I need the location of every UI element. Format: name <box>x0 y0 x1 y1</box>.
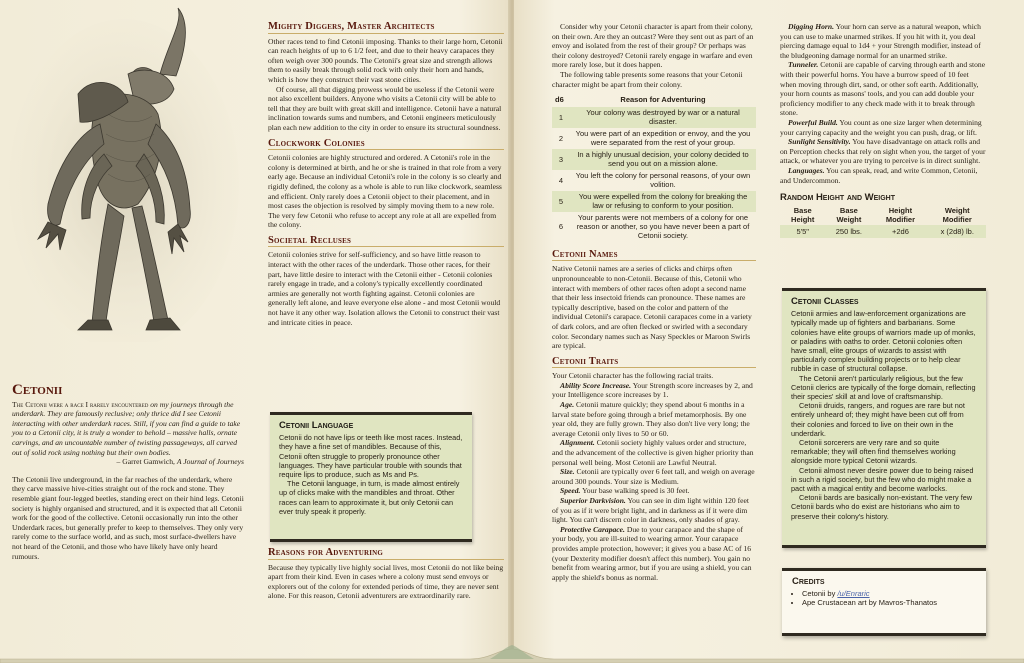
height-weight-table <box>780 205 986 239</box>
trait-name: Superior Darkvision. <box>560 496 626 505</box>
table-row <box>552 170 756 191</box>
classes-para-4: Cetonii sorcerers are very rare and so quite remarkable; they will often find themselves working alongside more typical Cetonii wizards. <box>791 438 956 466</box>
diggers-para-2: Of course, all that digging prowess would be useless if the Cetonii were not also excellent builders. Anyone who visits a Cetonii city will be able to tell that they are built with great skill and intelligence. Cetonii have a natural inclination towards sums and numbers, and Cetonii engineers meticulously plan each new addition to the city in order to ensure its structural soundness. <box>268 84 502 132</box>
author-link[interactable]: /u/Enraric <box>837 588 870 598</box>
quote-text: on my journeys through the underdark. They are famously reclusive; only thrice did I see Cetonii interacting with other underdark races. Still, if you can find a guide to take you to a Cetonii city, it is truly a wonder to behold – massive halls, ornate carvings, and an uncountable number of twisting passageways, all carved out of solid rock using nothing but their own bodies. <box>12 399 241 457</box>
trait-text: Your horn can serve as a natural weapon, which you can use to make unarmed strikes. If you hit with it, you deal piercing damage equal to 1d4 + your Strength modifier, instead of the bludgeoning damage normal for an unarmed strike. <box>780 22 981 60</box>
classes-para-6: Cetonii bards are basically non-existant. The very few Cetonii bards who do exist are historians who aim to preserve their colony's history. <box>791 493 973 521</box>
classes-para-5: Cetonii almost never desire power due to being raised in such a rigid society, but the few who do might make a pact with a magical entity and become warlocks. <box>791 465 974 494</box>
language-para-2: The Cetonii language, in turn, is made almost entirely up of clicks make with the mandibles and throat. Other races can learn to approximate it, but only Cetonii can ever truly speak it properly. <box>279 479 460 516</box>
classes-para-2: The Cetonii aren't particularly religious, but the few Cetonii clerics are typically of the forge domain, reflecting their species' skill at and love of craftsmanship. <box>791 373 976 402</box>
section-heading-recluses: Societal Recluses <box>268 236 504 248</box>
table-header-reason: Reason for Adventuring <box>620 95 706 105</box>
trait-item <box>552 486 756 496</box>
attribution-author: – Garret Gamwich, <box>116 457 177 467</box>
trait-item <box>552 496 756 525</box>
trait-name: Speed. <box>560 486 581 496</box>
credit-item <box>802 598 976 608</box>
quote-lead: The Cetonii were a race I rarely encountered <box>12 399 149 409</box>
table-cell: +2d6 <box>872 225 928 239</box>
table-header-d6: d6 <box>555 95 564 105</box>
trait-name: Digging Horn. <box>788 22 834 31</box>
table-cell: 5'5" <box>780 225 825 239</box>
credits-heading: Credits <box>792 576 825 587</box>
intro-quote <box>12 400 244 458</box>
trait-text: Cetonii are capable of carving through earth and stone with their powerful horns. You have a burrow speed of 10 feet when moving through dirt, sand, or other soft earth. Additionally, your horn counts as masons' tools, and you can add double your proficiency modifier to any check made with it to break through stone. <box>780 60 986 118</box>
table-cell: 3 <box>552 149 570 170</box>
section-heading-diggers: Mighty Diggers, Master Architects <box>268 22 504 34</box>
right-first-column <box>552 22 756 582</box>
colonies-para: Cetonii colonies are highly structured and ordered. A Cetonii's role in the colony is determined at birth, and he or she is trained in that role from a very early age. Because an individual Cetonii's role in the colony is so clearly and rigidly defined, the colony as a whole is able to run like clockwork, seamless and efficient. Only rarely does a Cetonii object to their placement, and in most cases the objection is resolved by simply moving them to a new role. The very few Cetonii who refuse to accept any role at all are expelled from the colony. <box>268 153 502 230</box>
height-weight-title: Random Height and Weight <box>780 192 895 204</box>
left-second-column <box>268 22 504 327</box>
cetonii-creature-illustration <box>8 4 240 342</box>
consider-para-1: Consider why your Cetonii character is apart from their colony, on their own. Are they an outcast? Were they sent out as part of an envoy and isolated from the rest of their group? Or perhaps was their colony destroyed? Cetonii rarely engage in warfare and even more rarely lose, but it does happen. <box>552 22 754 70</box>
classes-heading: Cetonii Classes <box>791 296 859 307</box>
page-bottom-ornament <box>0 645 1024 663</box>
table-cell: You were part of an expedition or envoy, and the you were separated from the rest of your group. <box>575 129 751 148</box>
table-header: Weight Modifier <box>942 205 972 224</box>
credits-list <box>792 589 976 608</box>
trait-item <box>780 22 986 60</box>
quote-attribution <box>12 457 244 467</box>
table-cell: 4 <box>558 175 564 185</box>
trait-name: Sunlight Sensitivity. <box>788 137 851 147</box>
table-cell: You were expelled from the colony for breaking the law or refusing to conform to your position. <box>570 191 756 212</box>
reasons-section <box>268 542 504 601</box>
trait-name: Ability Score Increase. <box>560 380 632 390</box>
trait-text: You can speak, read, and write Common, Cetonii, and Undercommon. <box>780 165 978 185</box>
credits-box <box>782 568 986 636</box>
credit-text: Ape Crustacean art by Mavros-Thanatos <box>802 598 938 607</box>
trait-item <box>552 381 756 400</box>
trait-item <box>552 400 756 438</box>
table-cell: 250 lbs. <box>825 225 872 239</box>
table-row <box>780 225 986 239</box>
classes-para-3: Cetonii druids, rangers, and rogues are rare but not entirely unheard of; they might have been cut off from their colonies and forced to live on their own in the underdark. <box>791 401 965 438</box>
page-title: Cetonii <box>12 382 63 398</box>
trait-text: Cetonii are typically over 6 feet tall, and weigh on average around 300 pounds. Your size is Medium. <box>552 467 755 486</box>
trait-name: Age. <box>560 400 575 410</box>
table-cell: Your parents were not members of a colony for one reason or another, so you have never been a part of Cetonii society. <box>576 213 750 241</box>
table-cell: In a highly unusual decision, your colony decided to send you out on a mission alone. <box>570 149 756 170</box>
trait-text: You can see in dim light within 120 feet of you as if it were bright light, and in darkness as if it were dim light. You can't discern color in darkness, only shades of gray. <box>552 496 750 525</box>
language-para-1: Cetonii do not have lips or teeth like most races. Instead, they have a fine set of mandibles. Because of this, Cetonii often struggle to properly pronounce other languages. They have particular trouble with sounds that require lips to produce, such as Ms and Ps. <box>279 433 463 480</box>
table-row <box>552 128 756 149</box>
trait-name: Languages. <box>788 165 825 175</box>
adventuring-reasons-table <box>552 93 756 242</box>
recluses-para: Cetonii colonies strive for self-sufficiency, and so have little reason to interact with the other races of the underdark. Those other races, for their part, have little desire to interact with the Cetonii either - Cetonii colonies rarely engage in trade, and a colony's typically excellently coordinated armies are generally not worth fighting against. Cetonii colonies are generally left alone, and leave everyone else alone - and most Cetonii would not have it any other way. Isolation allows the Cetonii to construct their vast and intricate cities in peace. <box>268 250 501 327</box>
language-note-box <box>270 412 472 542</box>
table-header: Base Height <box>791 205 815 224</box>
trait-text: You count as one size larger when determining your carrying capacity and the weight you can push, drag, or lift. <box>780 117 982 137</box>
table-row <box>552 149 756 170</box>
trait-name: Size. <box>560 467 575 477</box>
credit-item <box>802 589 976 599</box>
trait-text: Due to your carapace and the shape of your body, you are ill-suited to wearing armor. Your carapace provides ample protection, however; it gives you a base AC of 16 (your Dexterity modifier doesn't affect this number). You gain no benefit from wearing armor, but if you are using a shield, you can apply the shield's bonus as normal. <box>552 524 752 582</box>
table-row <box>552 107 756 128</box>
trait-item <box>552 467 756 486</box>
table-cell: Your colony was destroyed by war or a natural disaster. <box>570 107 756 128</box>
section-heading-reasons: Reasons for Adventuring <box>268 548 504 560</box>
table-row <box>552 191 756 212</box>
section-heading-colonies: Clockwork Colonies <box>268 139 504 151</box>
trait-item <box>780 118 986 137</box>
trait-text: Your Strength score increases by 2, and your Intelligence score increases by 1. <box>552 380 753 400</box>
classes-para-1: Cetonii armies and law-enforcement organizations are typically made up of fighters and barbarians. Some colonies have elite groups of warriors made up of monks, or paladins with oaths to order. Cetonii colonies often have small, elite groups of wizards to assist with particularly complex building projects or to help clear rubble in case of structural collapse. <box>791 309 976 374</box>
trait-name: Tunneler. <box>788 60 819 70</box>
trait-item <box>780 60 986 118</box>
language-heading: Cetonii Language <box>279 420 354 431</box>
table-header: Height Modifier <box>885 205 915 224</box>
trait-item <box>780 166 986 185</box>
table-cell: You left the colony for personal reasons, of your own volition. <box>575 171 751 190</box>
table-cell: 2 <box>558 133 564 143</box>
table-cell: x (2d8) lb. <box>928 225 986 239</box>
table-cell: 1 <box>552 107 570 128</box>
trait-text: You have disadvantage on attack rolls and on Perception checks that rely on sight when you, the target of your attack, or whatever you are trying to perceive is in direct sunlight. <box>780 137 986 166</box>
trait-text: Your base walking speed is 30 feet. <box>580 486 690 496</box>
left-column <box>12 382 244 561</box>
consider-para-2: The following table presents some reasons that your Cetonii character might be apart from their colony. <box>552 69 743 89</box>
trait-text: Cetonii society highly values order and structure, and the advancement of the collective is given higher priority than personal well being. Most Cetonii are Lawful Neutral. <box>552 438 754 467</box>
reasons-para: Because they typically live highly social lives, most Cetonii do not like being apart from their kind. Even in cases where a colony must send envoys or explorers out of the colony for extended periods of time, they are never sent alone. For this reason, Cetonii adventurers are extraordinarily rare. <box>268 562 504 601</box>
table-row <box>552 212 756 242</box>
trait-name: Protective Carapace. <box>560 524 625 534</box>
diggers-para-1: Other races tend to find Cetonii imposing. Thanks to their large horn, Cetonii can reach heights of up to 6 1/2 feet, and due to their heavy carapaces they often weigh over 300 pounds. The Cetonii's great size and strength allows them to easily break through solid rock with only their horn and hands, which is how they construct their vast stone cities. <box>268 36 503 84</box>
credit-text: Cetonii by <box>802 588 838 598</box>
right-second-column <box>780 22 986 238</box>
table-cell: 5 <box>552 191 570 212</box>
right-page <box>514 0 1024 663</box>
names-para: Native Cetonii names are a series of clicks and chirps often unpronounceable to non-Cetonii. Because of this, Cetonii who interact with members of other races often adopt a second name that their less insectoid friends can pronounce. These names are typically descriptive, based on the color and pattern of the individual Cetonii's carapace. Cetonii carapaces come in a variety of dark colors, and are often flecked or swirled with a secondary color. Secondary names such as Nasy Speckles or Maroon Swirls are typical. <box>552 264 752 351</box>
table-cell: 6 <box>558 222 564 232</box>
traits-intro: Your Cetonii character has the following racial traits. <box>552 371 714 381</box>
trait-text: Cetonii mature quickly; they spend about 6 months in a larval state before going through a brief metamorphosis. By one year old, they are fully grown. They also don't live very long; the average Cetonii only lives to 50 or 60. <box>552 400 750 438</box>
left-page <box>0 0 510 663</box>
attribution-work: A Journal of Journeys <box>176 457 244 467</box>
intro-paragraph: The Cetonii live underground, in the far reaches of the underdark, where they carve massive hive-cities straight out of the rock and stone. They resemble giant four-legged beetles, standing erect on their hind legs. Cetonii society is highly organised and structured, and it is expected that all Cetonii work for the good of the collective. Cetonii occasionally run into the other Underdark races, but generally prefer to keep to themselves. They only very rarely come to the surface world, and as such, most surface-dwellers have not heard of the Cetonii, and those who have likely have only heard rumours. <box>12 474 244 561</box>
trait-item <box>552 525 756 583</box>
section-heading-names: Cetonii Names <box>552 250 756 262</box>
trait-name: Powerful Build. <box>788 117 838 127</box>
table-header: Base Weight <box>836 205 862 224</box>
trait-item <box>552 438 756 467</box>
classes-note-box <box>782 288 986 548</box>
section-heading-traits: Cetonii Traits <box>552 357 756 369</box>
trait-item <box>780 137 986 166</box>
trait-name: Alignment. <box>560 438 595 448</box>
